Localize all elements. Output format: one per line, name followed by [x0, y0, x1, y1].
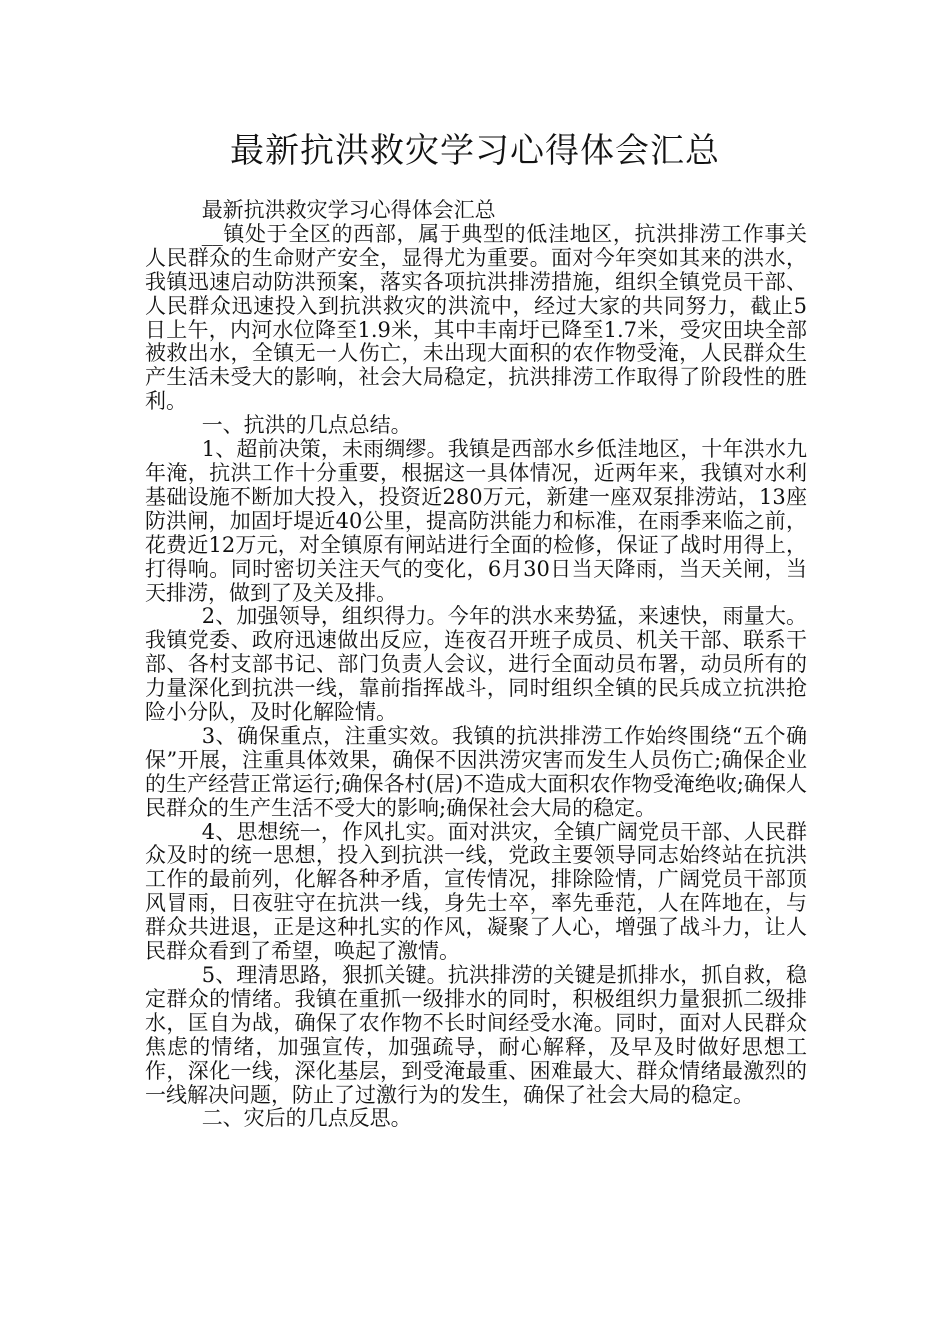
document-title: 最新抗洪救灾学习心得体会汇总 — [230, 131, 720, 171]
section-heading-reflection: 二、灾后的几点反思。 — [201, 1106, 412, 1131]
summary-point-4: 4、思想统一，作风扎实。面对洪灾，全镇广阔党员干部、人民群众及时的统一思想，投入到抗洪一线，党政主要领导同志始终站在抗洪工作的最前列，化解各种矛盾，宣传情况，排除险情，广阔党员干部顶风冒雨，日夜驻守在抗洪一线，身先士卒，率先垂范，人在阵地在，与群众共进退，正是这种扎实的作风，凝聚了人心，增强了战斗力，让人民群众看到了希望，唤起了激情。 — [145, 819, 807, 964]
subtitle-paragraph: 最新抗洪救灾学习心得体会汇总 — [201, 198, 496, 222]
section-heading-summary: 一、抗洪的几点总结。 — [201, 413, 412, 438]
summary-point-3: 3、确保重点，注重实效。我镇的抗洪排涝工作始终围绕“五个确保”开展，注重具体效果，确保不因洪涝灾害而发生人员伤亡;确保企业的生产经营正常运行;确保各村(居)不造成大面积农作物受淹绝收;确保人民群众的生产生活不受大的影响;确保社会大局的稳定。 — [145, 723, 807, 820]
summary-point-1: 1、超前决策，未雨绸缪。我镇是西部水乡低洼地区，十年洪水九年淹，抗洪工作十分重要，根据这一具体情况，近两年来，我镇对水利基础设施不断加大投入，投资近280万元，新建一座双泵排涝站，13座防洪闸，加固圩堤近40公里，提高防洪能力和标准，在雨季来临之前，花费近12万元，对全镇原有闸站进行全面的检修，保证了战时用得上，打得响。同时密切关注天气的变化，6月30日当天降雨，当天关闸，当天排涝，做到了及关及排。 — [145, 437, 807, 605]
document-body — [145, 199, 807, 1131]
summary-point-2: 2、加强领导，组织得力。今年的洪水来势猛，来速快，雨量大。我镇党委、政府迅速做出反应，连夜召开班子成员、机关干部、联系干部、各村支部书记、部门负责人会议，进行全面动员布署，动员所有的力量深化到抗洪一线，靠前指挥战斗，同时组织全镇的民兵成立抗洪抢险小分队，及时化解险情。 — [145, 604, 807, 725]
intro-paragraph: __镇处于全区的西部，属于典型的低洼地区，抗洪排涝工作事关人民群众的生命财产安全，显得尤为重要。面对今年突如其来的洪水，我镇迅速启动防洪预案，落实各项抗洪排涝措施，组织全镇党员干部、人民群众迅速投入到抗洪救灾的洪流中，经过大家的共同努力，截止5日上午，内河水位降至1.9米，其中丰南圩已降至1.7米，受灾田块全部被救出水，全镇无一人伤亡，未出现大面积的农作物受淹，人民群众生产生活未受大的影响，社会大局稳定，抗洪排涝工作取得了阶段性的胜利。 — [145, 221, 807, 414]
summary-point-5: 5、理清思路，狠抓关键。抗洪排涝的关键是抓排水，抓自救，稳定群众的情绪。我镇在重抓一级排水的同时，积极组织力量狠抓二级排水，匡自为战，确保了农作物不长时间经受水淹。同时，面对人民群众焦虑的情绪，加强宣传，加强疏导，耐心解释，及早及时做好思想工作，深化一线，深化基层，到受淹最重、困难最大、群众情绪最激烈的一线解决问题，防止了过激行为的发生，确保了社会大局的稳定。 — [145, 963, 807, 1107]
